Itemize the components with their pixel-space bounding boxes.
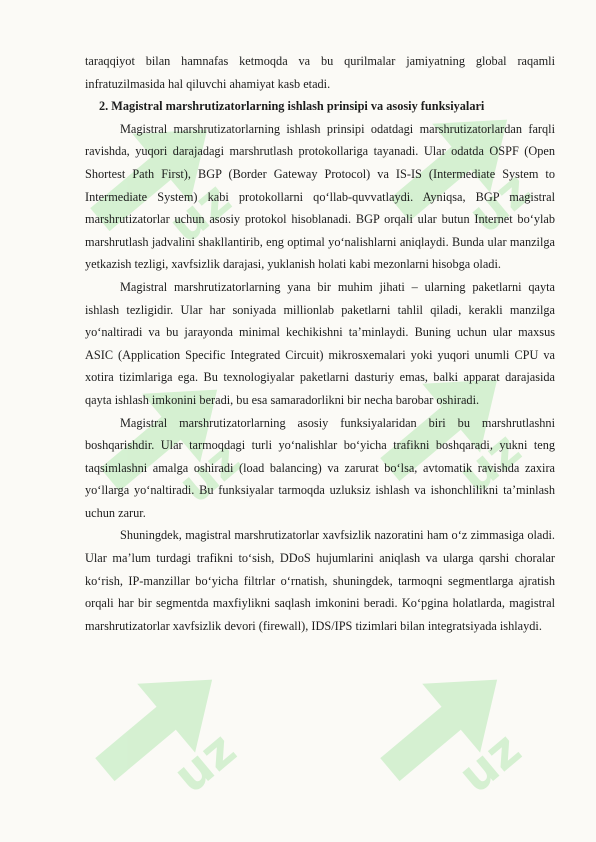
paragraph-intro-continuation: taraqqiyot bilan hamnafas ketmoqda va bu qurilmalar jamiyatning global raqamli infratuzilmasida hal qiluvchi ahamiyat kasb etadi. (85, 54, 555, 91)
section-heading: 2. Magistral marshrutizatorlarning ishlash prinsipi va asosiy funksiyalari (99, 99, 485, 114)
svg-text:uz: uz (168, 431, 252, 515)
svg-text:uz: uz (448, 721, 532, 805)
svg-text:uz: uz (448, 421, 532, 505)
green-arrow-logo-icon (360, 620, 550, 810)
svg-text:uz: uz (458, 161, 542, 245)
svg-text:uz: uz (158, 171, 242, 255)
paragraph-routing-management: Magistral marshrutizatorlarning asosiy funksiyalaridan biri bu marshrutlashni boshqarishdir. Ular tarmoqdagi turli yo‘nalishlar bo‘yicha trafikni boshqaradi, yukni teng taqsimlashni amalga oshiradi (load balancing) va zarurat bo‘lsa, avtomatik ravishda zaxira yo‘llarga yo‘naltiradi. Bu funksiyalar tarmoqda uzluksiz ishlash va ishonchlilikni ta’minlash uchun zarur. (85, 415, 555, 520)
paragraph-packet-processing: Magistral marshrutizatorlarning yana bir muhim jihati – ularning paketlarni qayta ishlash tezligidir. Ular har soniyada millionlab paketlarni tahlil qiladi, kerakli manzilga yo‘naltiradi va bu jarayonda minimal kechikishni ta’minlaydi. Buning uchun ular maxsus ASIC (Application Specific Integrated Circuit) mikrosxemalari yoki yuqori unumli CPU va xotira tizimlariga ega. Bu texnologiyalar paketlarni dasturiy emas, balki apparat darajasida qayta ishlash imkonini beradi, bu esa samaradorlikni bir necha barobar oshiradi. (85, 279, 555, 407)
paragraph-security: Shuningdek, magistral marshrutizatorlar xavfsizlik nazoratini ham o‘z zimmasiga oladi. Ular ma’lum turdagi trafikni to‘sish, DDoS hujumlarini aniqlash va ularga qarshi choralar ko‘rish, IP-manzillar bo‘yicha filtrlar o‘rnatish, shuningdek, tarmoqni segmentlarga ajratish orqali har bir segmentda maxfiylikni saqlash imkonini beradi. Ko‘pgina holatlarda, magistral marshrutizatorlar xavfsizlik devori (firewall), IDS/IPS tizimlari bilan integratsiyada ishlaydi. (85, 528, 555, 633)
paragraph-working-principle: Magistral marshrutizatorlarning ishlash prinsipi odatdagi marshrutizatorlardan farqli ravishda, yuqori darajadagi marshrutlash protokollariga tayanadi. Ular odatda OSPF (Open Shortest Path First), BGP (Border Gateway Protocol) va IS-IS (Intermediate System to Intermediate System) kabi protokollarni qo‘llab-quvvatlaydi. Ayniqsa, BGP magistral marshrutizatorlar uchun asosiy protokol hisoblanadi. BGP orqali ular butun Internet bo‘ylab marshrutlash jadvalini shakllantirib, eng optimal yo‘nalishlarni aniqlaydi. Bunda ular manzilga yetkazish tezligi, xavfsizlik darajasi, yuklanish holati kabi mezonlarni hisobga oladi. (85, 121, 555, 272)
svg-text:uz: uz (163, 721, 247, 805)
document-body (85, 50, 555, 637)
green-arrow-logo-icon (75, 620, 265, 810)
